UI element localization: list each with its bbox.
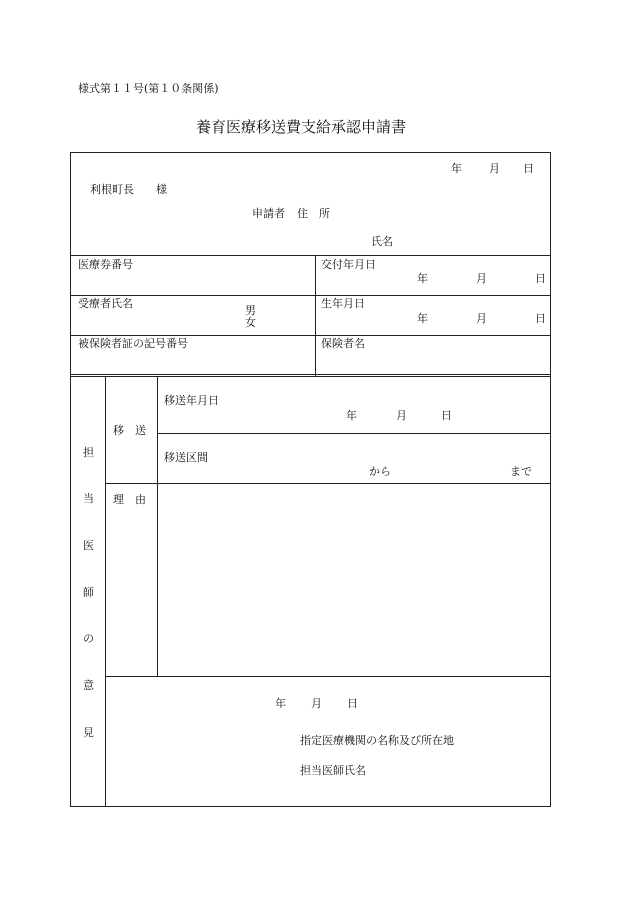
applicant-label: 申請者 bbox=[252, 207, 285, 220]
reason-label: 理 由 bbox=[113, 493, 146, 506]
address-label: 住 所 bbox=[297, 207, 330, 220]
opinion-column-line bbox=[105, 376, 106, 807]
section-char: 当 bbox=[83, 492, 94, 505]
section-char: 見 bbox=[83, 726, 94, 739]
birth-date-label: 生年月日 bbox=[321, 297, 365, 310]
opinion-label-column-line bbox=[157, 376, 158, 676]
row-line bbox=[70, 335, 551, 336]
transport-label: 移 送 bbox=[113, 424, 146, 437]
section-char: 医 bbox=[83, 539, 94, 552]
transport-day-label: 日 bbox=[441, 409, 452, 422]
section-char: の bbox=[83, 632, 94, 645]
row-line bbox=[70, 374, 551, 375]
section-char: 意 bbox=[83, 679, 94, 692]
addressee: 利根町長 様 bbox=[90, 183, 167, 196]
sex-female-label: 女 bbox=[245, 316, 256, 329]
insurance-symbol-label: 被保険者証の記号番号 bbox=[78, 337, 188, 350]
reason-top-line bbox=[105, 483, 551, 484]
transport-date-label: 移送年月日 bbox=[164, 394, 219, 407]
row-line bbox=[70, 255, 551, 256]
institution-label: 指定医療機関の名称及び所在地 bbox=[300, 734, 454, 747]
medical-ticket-label: 医療券番号 bbox=[78, 258, 133, 271]
birth-year-label: 年 bbox=[417, 312, 428, 325]
name-label: 氏名 bbox=[371, 235, 393, 248]
transport-month-label: 月 bbox=[396, 409, 407, 422]
section-char: 師 bbox=[83, 586, 94, 599]
frame-bottom-line bbox=[70, 806, 551, 807]
frame-top-line bbox=[70, 152, 551, 153]
issue-year-label: 年 bbox=[417, 272, 428, 285]
patient-name-label: 受療者氏名 bbox=[78, 297, 133, 310]
birth-month-label: 月 bbox=[476, 312, 487, 325]
from-label: から bbox=[369, 465, 391, 478]
header-day-label: 日 bbox=[523, 162, 534, 175]
section-char: 担 bbox=[83, 446, 94, 459]
birth-day-label: 日 bbox=[535, 312, 546, 325]
issue-date-label: 交付年月日 bbox=[321, 258, 376, 271]
insurer-name-label: 保険者名 bbox=[321, 337, 365, 350]
frame-right-line bbox=[550, 152, 551, 807]
doctor-name-label: 担当医師氏名 bbox=[300, 764, 366, 777]
signature-top-line bbox=[105, 676, 551, 677]
form-title: 養育医療移送費支給承認申請書 bbox=[196, 118, 407, 136]
signature-month-label: 月 bbox=[311, 697, 322, 710]
info-column-divider bbox=[315, 255, 316, 376]
frame-left-line bbox=[70, 152, 71, 807]
transport-year-label: 年 bbox=[346, 409, 357, 422]
sex-male-label: 男 bbox=[245, 304, 256, 317]
row-line bbox=[70, 295, 551, 296]
form-number: 様式第１１号(第１０条関係) bbox=[78, 82, 219, 95]
issue-day-label: 日 bbox=[535, 272, 546, 285]
issue-month-label: 月 bbox=[476, 272, 487, 285]
signature-day-label: 日 bbox=[347, 697, 358, 710]
row-line-double bbox=[70, 376, 551, 377]
signature-year-label: 年 bbox=[275, 697, 286, 710]
to-label: まで bbox=[510, 465, 532, 478]
transport-inner-line bbox=[157, 433, 551, 434]
transport-section-label: 移送区間 bbox=[164, 451, 208, 464]
header-month-label: 月 bbox=[489, 162, 500, 175]
header-year-label: 年 bbox=[451, 162, 462, 175]
